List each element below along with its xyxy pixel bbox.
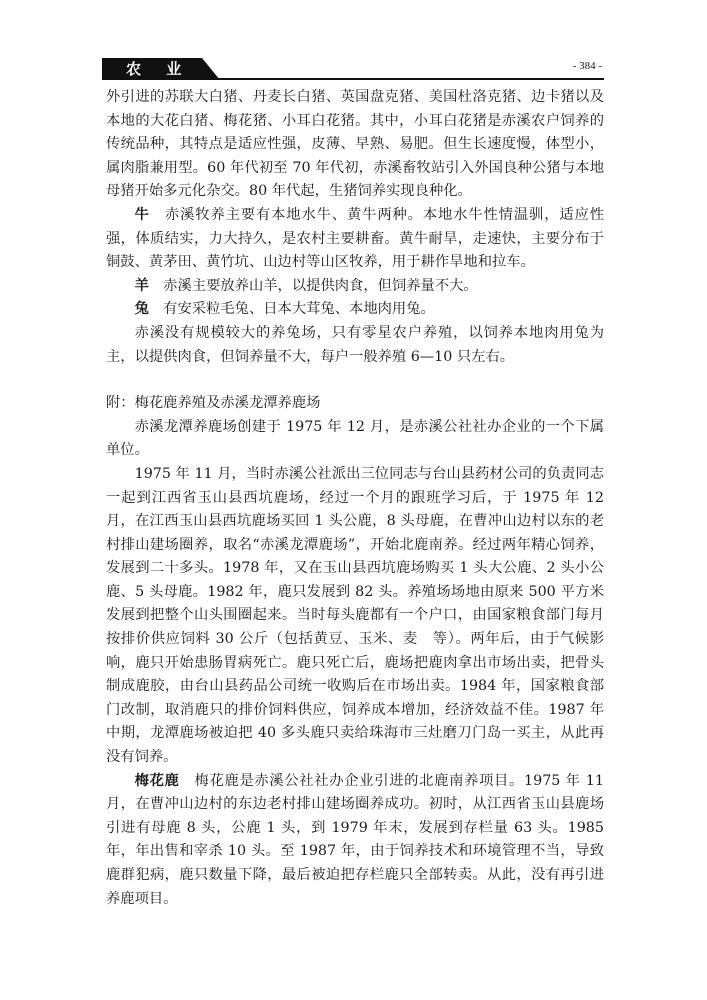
paragraph-deer-farm: 赤溪龙潭养鹿场创建于 1975 年 12 月，是赤溪公社社办企业的一个下属单位。	[106, 418, 604, 459]
section-title: 农 业	[126, 60, 192, 78]
term-sheep: 羊	[134, 277, 149, 294]
term-sika-deer: 梅花鹿	[134, 772, 180, 789]
term-rabbit: 兔	[134, 301, 149, 318]
paragraph-rabbit-note: 赤溪没有规模较大的养兔场，只有零星农户养殖，以饲养本地肉用兔为主，以提供肉食，但饲养量不大，每户一般养殖 6—10 只左右。	[106, 324, 604, 365]
paragraph-pigs: 外引进的苏联大白猪、丹麦长白猪、英国盘克猪、美国杜洛克猪、边卡猪以及本地的大花白猪、梅花猪、小耳白花猪。其中，小耳白花猪是赤溪农户饲养的传统品种，其特点是适应性强，皮薄、早熟、易肥。但生长速度慢，体型小，属肉脂兼用型。60 年代初至 70 年代初，赤溪畜牧站引入外国良种公猪与本地母猪开始多元化杂交。80 年代起，生猪饲养实现良种化。	[106, 89, 604, 200]
body-text	[106, 86, 604, 911]
paragraph-cattle	[106, 204, 604, 275]
paragraph-sheep	[106, 275, 604, 299]
page-number: - 384 -	[572, 60, 602, 72]
section-gap	[106, 369, 604, 392]
sheep-text: 赤溪主要放养山羊，以提供肉食，但饲养量不大。	[148, 277, 478, 294]
paragraph-sika-deer	[106, 770, 604, 912]
page-header	[102, 58, 604, 80]
sika-text: 梅花鹿是赤溪公社社办企业引进的北鹿南养项目。1975 年 11 月，在曹冲山边村的东边老村排山建场圈养成功。初时，从江西省玉山县鹿场引进有母鹿 8 头，公鹿 1 头，到 1979 年末，发展到存栏量 63 头。1985 年，年出售和宰杀 10 头。至 1987 年，由于饲养技术和环境管理不当，导致鹿群犯病，鹿只数量下降，最后被迫把存栏鹿只全部转卖。从此，没有再引进养鹿项目。	[106, 772, 604, 907]
paragraph-deer-history: 1975 年 11 月，当时赤溪公社派出三位同志与台山县药材公司的负责同志一起到江西省玉山县西坑鹿场，经过一个月的跟班学习后，于 1975 年 12 月，在江西玉山县西坑鹿场买回 1 头公鹿，8 头母鹿，在曹冲山边村以东的老村排山建场圈养，取名“赤溪龙潭鹿场”，开始北鹿南养。经过两年精心饲养，发展到二十多头。1978 年，又在玉山县西坑鹿场购买 1 头大公鹿、2 头小公鹿、5 头母鹿。1982 年，鹿只发展到 82 头。养殖场场地由原来 500 平方米发展到把整个山头围圈起来。当时每头鹿都有一个户口，由国家粮食部门每月按排价供应饲料 30 公斤（包括黄豆、玉米、麦 等）。两年后，由于气候影响，鹿只开始患肠胃病死亡。鹿只死亡后，鹿场把鹿肉拿出市场出卖，把骨头制成鹿胶，由台山县药品公司统一收购后在市场出卖。1984 年，国家粮食部门改制，取消鹿只的排价饲料供应，饲养成本增加，经济效益不佳。1987 年中期，龙潭鹿场被迫把 40 多头鹿只卖给珠海市三灶磨刀门岛一买主，从此再没有饲养。	[106, 465, 604, 766]
paragraph-rabbit	[106, 298, 604, 322]
cattle-text: 赤溪牧养主要有本地水牛、黄牛两种。本地水牛性情温驯，适应性强，体质结实，力大持久，是农村主要耕畜。黄牛耐旱，走速快，主要分布于铜鼓、黄茅田、黄竹坑、山边村等山区牧养，用于耕作旱地和拉车。	[106, 206, 604, 271]
header-rule	[210, 78, 604, 80]
appendix-title: 附：梅花鹿养殖及赤溪龙潭养鹿场	[106, 395, 321, 412]
rabbit-text: 有安采粒毛兔、日本大茸兔、本地肉用兔。	[148, 301, 435, 318]
term-cattle: 牛	[134, 206, 150, 223]
